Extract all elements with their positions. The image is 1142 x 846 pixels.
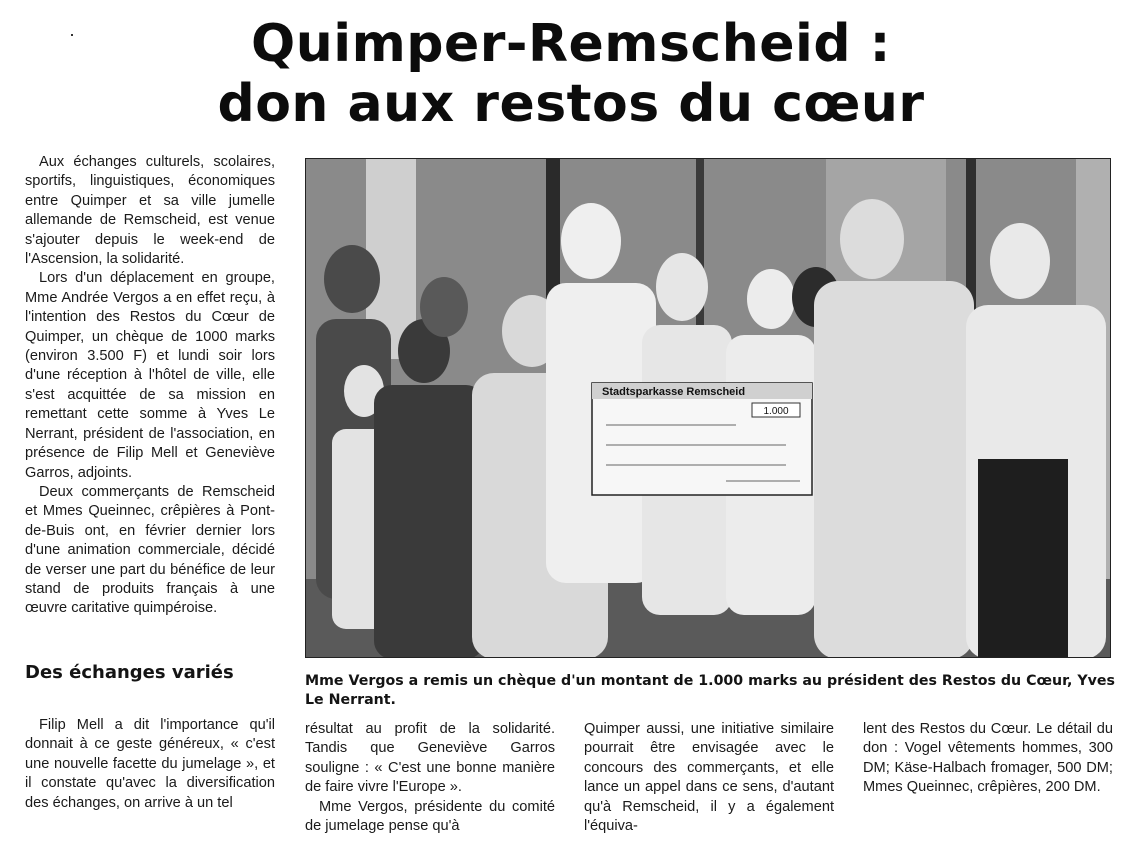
speck <box>71 34 73 36</box>
paragraph-1: Aux échanges culturels, scolaires, sportifs, linguistiques, économiques entre Quimper et sa ville jumelle allemande de Remscheid, est venue s'ajouter depuis le week-end de l'Ascension, la solidarité. <box>25 154 275 268</box>
paragraph-6: Mme Vergos, présidente du comité de jumelage pense qu'à <box>305 798 555 835</box>
headline <box>150 14 992 134</box>
headline-line-1: Quimper-Remscheid : <box>251 14 891 74</box>
cheque-amount: 1.000 <box>763 406 789 417</box>
paragraph-2: Lors d'un déplacement en groupe, Mme Andrée Vergos a en effet reçu, à l'intention des Restos du Cœur de Quimper, un chèque de 1000 marks (environ 3.500 F) et lundi soir lors d'une réception à l'hôtel de ville, elle s'est acquittée de sa mission en remettant cette somme à Yves Le Nerrant, président de l'association, en présence de Filip Mell et Geneviève Garros, adjoints. <box>25 270 275 481</box>
cheque-bank-label: Stadtsparkasse Remscheid <box>602 386 746 398</box>
photo-caption: Mme Vergos a remis un chèque d'un montant de 1.000 marks au président des Restos du Cœur, Yves Le Nerrant. <box>305 673 1115 708</box>
paragraph-8: lent des Restos du Cœur. Le détail du don : Vogel vêtements hommes, 300 DM; Käse-Halbach fromager, 500 DM; Mmes Queinnec, crêpières, 200 DM. <box>863 721 1113 796</box>
headline-line-2: don aux restos du cœur <box>217 74 925 134</box>
news-photo <box>305 158 1111 658</box>
paragraph-3: Deux commerçants de Remscheid et Mmes Queinnec, crêpières à Pont-de-Buis ont, en février dernier lors d'une animation commerciale, décidé de verser une part du bénéfice de leur stand de produits français à une œuvre caritative quimpéroise. <box>25 483 275 617</box>
article-column-1-continued <box>25 716 275 813</box>
article-column-1 <box>25 153 275 619</box>
paragraph-5: résultat au profit de la solidarité. Tandis que Geneviève Garros souligne : « C'est une bonne manière de faire vivre l'Europe ». <box>305 721 555 796</box>
article-column-3 <box>584 720 834 836</box>
article-column-2 <box>305 720 555 836</box>
paragraph-7: Quimper aussi, une initiative similaire pourrait être envisagée avec le concours des commerçants, et elle lance un appel dans ce sens, d'autant qu'à Remscheid, il y a également l'équiva- <box>584 721 834 835</box>
paragraph-4: Filip Mell a dit l'importance qu'il donnait à ce geste généreux, « c'est une nouvelle facette du jumelage », et il constate qu'avec la diversification des échanges, on arrive à un tel <box>25 717 275 811</box>
article-column-4 <box>863 720 1113 798</box>
subheading: Des échanges variés <box>25 662 234 683</box>
